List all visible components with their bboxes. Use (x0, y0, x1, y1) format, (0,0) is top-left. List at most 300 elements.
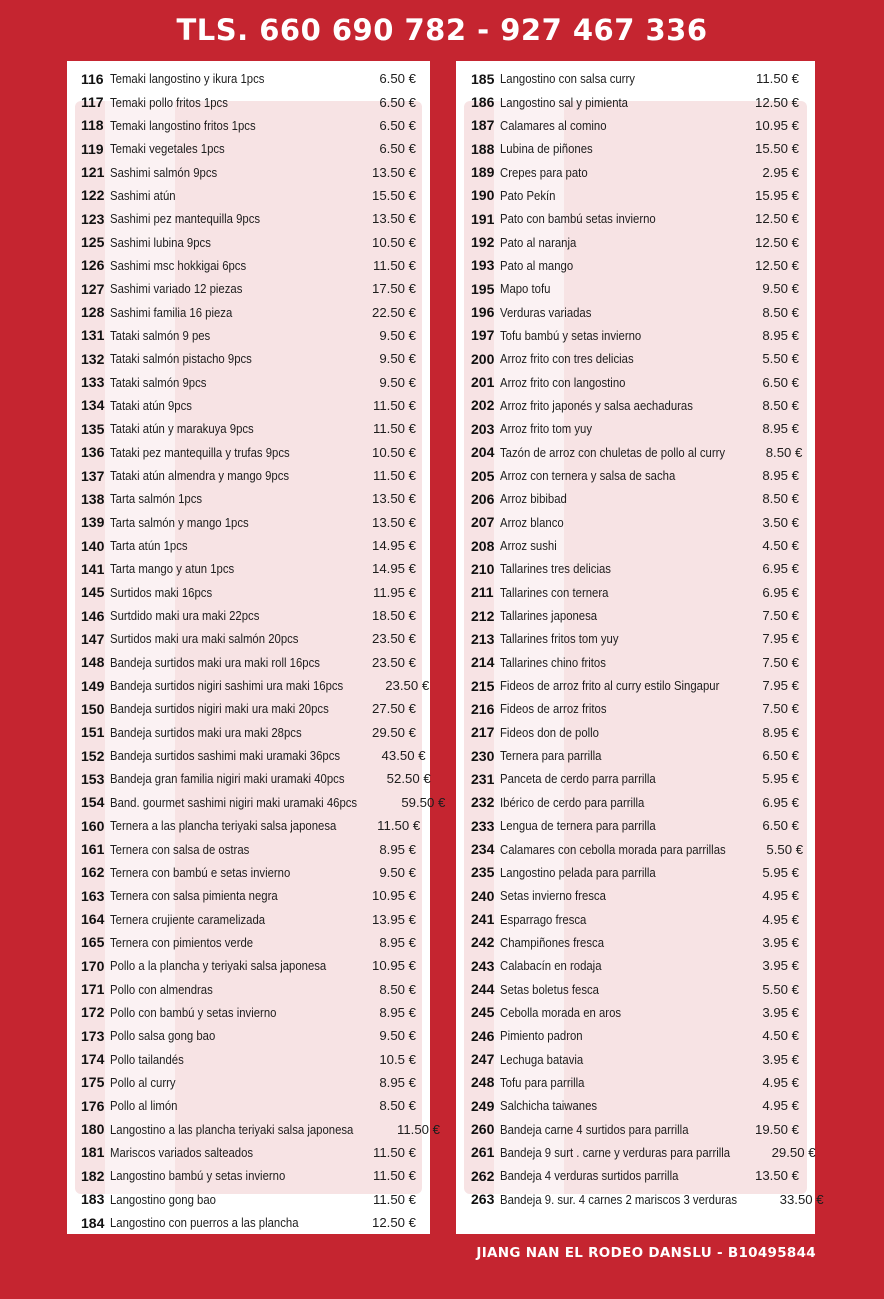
item-price: 11.50 € (377, 818, 421, 834)
item-number: 208 (471, 537, 495, 554)
item-price: 9.50 € (762, 281, 799, 297)
menu-list-right (456, 67, 824, 1211)
item-price: 11.50 € (372, 1144, 416, 1160)
menu-item (456, 557, 815, 580)
item-number: 160 (81, 817, 105, 834)
item-name: Ibérico de cerdo para parrilla (500, 794, 645, 810)
item-name: Bandeja surtidos maki ura maki 28pcs (110, 724, 302, 740)
item-name: Tallarines chino fritos (500, 654, 606, 670)
item-name: Sashimi variado 12 piezas (110, 281, 243, 297)
item-price: 3.95 € (762, 1004, 799, 1020)
menu-item (67, 1117, 441, 1140)
item-number: 241 (471, 911, 495, 928)
menu-item (456, 581, 815, 604)
item-number: 133 (81, 374, 105, 391)
item-price: 4.95 € (762, 888, 799, 904)
item-price: 23.50 € (385, 678, 430, 694)
item-name: Bandeja 4 verduras surtidos parrilla (500, 1168, 679, 1184)
item-price: 9.50 € (379, 864, 416, 880)
item-name: Ternera con salsa de ostras (110, 841, 250, 857)
menu-panel-right (456, 61, 824, 1234)
item-number: 188 (471, 140, 495, 157)
item-name: Langostino con puerros a las plancha (110, 1215, 299, 1231)
item-price: 7.50 € (762, 701, 799, 717)
item-number: 128 (81, 304, 105, 321)
item-name: Tataki atún almendra y mango 9pcs (110, 468, 290, 484)
menu-item (67, 744, 430, 767)
item-price: 15.95 € (755, 187, 799, 203)
item-name: Pato al mango (500, 257, 574, 273)
item-number: 240 (471, 887, 495, 904)
menu-item (67, 207, 430, 230)
item-name: Surtdido maki ura maki 22pcs (110, 608, 260, 624)
item-name: Temaki pollo fritos 1pcs (110, 94, 228, 110)
item-name: Tataki salmón 9 pes (110, 327, 211, 343)
item-price: 7.50 € (762, 654, 799, 670)
menu-item (456, 721, 815, 744)
menu-item (456, 954, 815, 977)
item-number: 153 (81, 770, 105, 787)
item-price: 9.50 € (379, 327, 416, 343)
item-number: 146 (81, 607, 105, 624)
menu-item (67, 1188, 430, 1211)
item-price: 4.95 € (762, 1074, 799, 1090)
item-number: 176 (81, 1097, 105, 1114)
item-name: Bandeja surtidos nigiri sashimi ura maki 16pcs (110, 678, 344, 694)
item-price: 29.50 € (372, 724, 416, 740)
item-number: 180 (81, 1121, 105, 1138)
item-name: Panceta de cerdo parra parrilla (500, 771, 656, 787)
item-name: Tataki pez mantequilla y trufas 9pcs (110, 444, 290, 460)
menu-item (456, 347, 815, 370)
menu-item (456, 464, 815, 487)
menu-item (67, 697, 430, 720)
item-price: 8.50 € (762, 304, 799, 320)
menu-item (67, 1141, 430, 1164)
menu-item (67, 651, 430, 674)
item-price: 9.50 € (379, 374, 416, 390)
item-number: 149 (81, 677, 105, 694)
item-price: 9.50 € (379, 351, 416, 367)
item-number: 172 (81, 1004, 105, 1021)
item-price: 13.50 € (372, 514, 416, 530)
menu-item (456, 1164, 815, 1187)
menu-item (67, 884, 430, 907)
item-price: 5.50 € (762, 351, 799, 367)
item-number: 170 (81, 957, 105, 974)
item-name: Arroz bibibad (500, 491, 567, 507)
menu-item (456, 254, 815, 277)
item-number: 184 (81, 1214, 105, 1231)
menu-item (456, 674, 815, 697)
item-number: 132 (81, 350, 105, 367)
item-price: 33.50 € (779, 1191, 824, 1207)
item-price: 10.5 € (379, 1051, 416, 1067)
item-name: Tallarines japonesa (500, 608, 598, 624)
menu-item (67, 1071, 430, 1094)
item-name: Temaki langostino fritos 1pcs (110, 117, 256, 133)
item-name: Pato al naranja (500, 234, 577, 250)
item-name: Fideos de arroz fritos (500, 701, 607, 717)
item-price: 11.50 € (396, 1121, 441, 1137)
menu-item (67, 184, 430, 207)
item-name: Calamares al comino (500, 117, 607, 133)
menu-item (456, 441, 815, 464)
menu-item (456, 791, 815, 814)
item-price: 29.50 € (771, 1144, 816, 1160)
item-number: 203 (471, 420, 495, 437)
item-number: 193 (471, 257, 495, 274)
item-number: 189 (471, 164, 495, 181)
item-price: 6.95 € (762, 584, 799, 600)
item-price: 43.50 € (381, 748, 426, 764)
menu-item (456, 977, 815, 1000)
item-number: 171 (81, 981, 105, 998)
item-name: Pollo a la plancha y teriyaki salsa japonesa (110, 958, 327, 974)
item-price: 8.95 € (762, 421, 799, 437)
item-name: Band. gourmet sashimi nigiri maki uramaki 46pcs (110, 794, 358, 810)
item-number: 163 (81, 887, 105, 904)
item-number: 195 (471, 280, 495, 297)
item-number: 217 (471, 724, 495, 741)
item-name: Ternera a las plancha teriyaki salsa japonesa (110, 818, 337, 834)
item-name: Pato Pekín (500, 187, 556, 203)
item-price: 4.95 € (762, 911, 799, 927)
item-price: 13.95 € (372, 911, 416, 927)
restaurant-footer: JIANG NAN EL RODEO DANSLU - B10495844 (476, 1245, 816, 1261)
item-number: 197 (471, 327, 495, 344)
item-name: Pollo tailandés (110, 1051, 184, 1067)
menu-item (456, 417, 815, 440)
menu-item (67, 627, 430, 650)
item-price: 23.50 € (372, 654, 416, 670)
item-name: Arroz con ternera y salsa de sacha (500, 468, 676, 484)
item-price: 10.50 € (372, 234, 416, 250)
item-price: 23.50 € (372, 631, 416, 647)
menu-item (67, 1211, 430, 1234)
item-number: 190 (471, 187, 495, 204)
item-price: 7.95 € (762, 631, 799, 647)
item-number: 235 (471, 864, 495, 881)
item-number: 150 (81, 700, 105, 717)
item-number: 233 (471, 817, 495, 834)
item-price: 7.50 € (762, 608, 799, 624)
menu-item (67, 90, 430, 113)
menu-item (456, 651, 815, 674)
menu-item (456, 604, 815, 627)
menu-item (67, 604, 430, 627)
item-number: 174 (81, 1051, 105, 1068)
menu-item (456, 114, 815, 137)
menu-item (67, 67, 430, 90)
item-price: 6.95 € (762, 561, 799, 577)
menu-item (67, 674, 430, 697)
item-price: 6.95 € (762, 794, 799, 810)
item-name: Temaki langostino y ikura 1pcs (110, 71, 265, 87)
item-name: Mapo tofu (500, 281, 551, 297)
item-number: 206 (471, 490, 495, 507)
item-name: Fideos de arroz frito al curry estilo Singapur (500, 678, 720, 694)
menu-item (456, 767, 815, 790)
menu-item (67, 300, 430, 323)
item-number: 152 (81, 747, 105, 764)
item-name: Tarta salmón y mango 1pcs (110, 514, 249, 530)
item-name: Champiñones fresca (500, 934, 605, 950)
item-name: Langostino gong bao (110, 1191, 216, 1207)
menu-item (456, 137, 815, 160)
item-number: 140 (81, 537, 105, 554)
menu-item (67, 1024, 430, 1047)
item-number: 245 (471, 1004, 495, 1021)
item-number: 162 (81, 864, 105, 881)
item-price: 14.95 € (372, 538, 416, 554)
item-number: 121 (81, 164, 105, 181)
item-number: 173 (81, 1027, 105, 1044)
item-number: 164 (81, 911, 105, 928)
item-name: Langostino sal y pimienta (500, 94, 628, 110)
item-number: 138 (81, 490, 105, 507)
item-number: 196 (471, 304, 495, 321)
item-price: 4.95 € (762, 1098, 799, 1114)
item-price: 12.50 € (755, 94, 799, 110)
menu-item (67, 1164, 430, 1187)
item-price: 6.50 € (762, 374, 799, 390)
item-price: 8.95 € (762, 468, 799, 484)
item-price: 8.95 € (379, 1074, 416, 1090)
item-name: Pollo al limón (110, 1098, 178, 1114)
item-number: 122 (81, 187, 105, 204)
item-name: Bandeja carne 4 surtidos para parrilla (500, 1121, 689, 1137)
menu-item (67, 581, 430, 604)
menu-item (67, 861, 430, 884)
item-name: Arroz frito tom yuy (500, 421, 593, 437)
item-number: 248 (471, 1074, 495, 1091)
item-price: 12.50 € (755, 257, 799, 273)
item-number: 117 (81, 94, 104, 111)
menu-item (456, 907, 815, 930)
item-price: 10.50 € (372, 444, 416, 460)
item-number: 262 (471, 1167, 495, 1184)
item-price: 6.50 € (379, 117, 416, 133)
menu-item (67, 487, 430, 510)
item-name: Surtidos maki 16pcs (110, 584, 213, 600)
menu-item (67, 511, 430, 534)
item-name: Ternera para parrilla (500, 748, 602, 764)
item-price: 12.50 € (755, 234, 799, 250)
item-price: 5.50 € (766, 841, 804, 857)
menu-item (456, 184, 815, 207)
item-name: Surtidos maki ura maki salmón 20pcs (110, 631, 299, 647)
menu-item (67, 977, 430, 1000)
item-name: Setas invierno fresca (500, 888, 606, 904)
item-name: Tarta salmón 1pcs (110, 491, 203, 507)
menu-item (67, 1001, 430, 1024)
menu-item (456, 1047, 815, 1070)
item-name: Ternera con pimientos verde (110, 934, 254, 950)
item-price: 8.95 € (379, 934, 416, 950)
item-number: 125 (81, 234, 105, 251)
item-price: 12.50 € (372, 1215, 416, 1231)
item-number: 210 (471, 560, 495, 577)
item-name: Tarta atún 1pcs (110, 538, 188, 554)
item-name: Sashimi pez mantequilla 9pcs (110, 211, 261, 227)
item-name: Salchicha taiwanes (500, 1098, 598, 1114)
item-number: 136 (81, 444, 105, 461)
item-number: 139 (81, 514, 105, 531)
item-name: Lengua de ternera para parrilla (500, 818, 656, 834)
menu-item (456, 324, 815, 347)
item-number: 202 (471, 397, 495, 414)
menu-item (456, 1094, 815, 1117)
menu-item (456, 1024, 815, 1047)
item-number: 134 (81, 397, 105, 414)
item-price: 3.95 € (762, 958, 799, 974)
menu-item (456, 230, 815, 253)
item-name: Bandeja 9. sur. 4 carnes 2 mariscos 3 verduras (500, 1191, 738, 1207)
item-number: 141 (81, 560, 105, 577)
item-number: 214 (471, 654, 495, 671)
menu-item (456, 627, 815, 650)
item-number: 186 (471, 94, 495, 111)
item-price: 14.95 € (372, 561, 416, 577)
item-number: 181 (81, 1144, 105, 1161)
menu-item (67, 791, 446, 814)
item-price: 22.50 € (372, 304, 416, 320)
item-name: Arroz frito con langostino (500, 374, 626, 390)
menu-item (67, 370, 430, 393)
item-number: 116 (81, 70, 104, 87)
item-name: Arroz frito con tres delicias (500, 351, 634, 367)
item-price: 5.95 € (762, 771, 799, 787)
menu-item (67, 814, 430, 837)
item-price: 3.95 € (762, 1051, 799, 1067)
item-price: 7.95 € (762, 678, 799, 694)
item-price: 27.50 € (372, 701, 416, 717)
menu-item (456, 300, 815, 323)
menu-item (456, 814, 815, 837)
item-name: Sashimi salmón 9pcs (110, 164, 218, 180)
item-name: Cebolla morada en aros (500, 1004, 622, 1020)
item-name: Ternera crujiente caramelizada (110, 911, 266, 927)
menu-item (456, 861, 815, 884)
item-number: 131 (81, 327, 105, 344)
item-name: Arroz blanco (500, 514, 564, 530)
item-price: 10.95 € (755, 117, 799, 133)
item-name: Tofu para parrilla (500, 1074, 585, 1090)
item-name: Bandeja gran familia nigiri maki uramaki 40pcs (110, 771, 345, 787)
item-price: 8.95 € (379, 841, 416, 857)
item-price: 5.95 € (762, 864, 799, 880)
menu-item (67, 417, 430, 440)
item-name: Ternera con bambú e setas invierno (110, 864, 291, 880)
item-name: Mariscos variados salteados (110, 1144, 254, 1160)
item-number: 192 (471, 234, 495, 251)
item-price: 8.50 € (379, 981, 416, 997)
menu-item (67, 347, 430, 370)
item-name: Sashimi atún (110, 187, 176, 203)
item-name: Pollo con bambú y setas invierno (110, 1004, 277, 1020)
menu-item (456, 1001, 815, 1024)
item-number: 261 (471, 1144, 495, 1161)
item-number: 185 (471, 70, 495, 87)
item-number: 119 (81, 140, 104, 157)
item-price: 9.50 € (379, 1028, 416, 1044)
menu-item (67, 907, 430, 930)
item-price: 8.95 € (762, 724, 799, 740)
item-number: 187 (471, 117, 495, 134)
menu-item (67, 277, 430, 300)
item-number: 200 (471, 350, 495, 367)
item-name: Pimiento padron (500, 1028, 583, 1044)
item-name: Fideos don de pollo (500, 724, 599, 740)
item-price: 13.50 € (372, 211, 416, 227)
item-price: 13.50 € (755, 1168, 799, 1184)
item-number: 175 (81, 1074, 105, 1091)
item-number: 148 (81, 654, 105, 671)
item-price: 4.50 € (762, 538, 799, 554)
item-price: 11.50 € (372, 1191, 416, 1207)
menu-item (67, 137, 430, 160)
item-name: Bandeja surtidos nigiri maki ura maki 20pcs (110, 701, 329, 717)
item-price: 5.50 € (762, 981, 799, 997)
item-name: Pato con bambú setas invierno (500, 211, 656, 227)
menu-item (67, 1094, 430, 1117)
item-price: 8.50 € (379, 1098, 416, 1114)
item-number: 137 (81, 467, 105, 484)
item-number: 165 (81, 934, 105, 951)
item-name: Langostino bambú y setas invierno (110, 1168, 286, 1184)
item-number: 234 (471, 841, 495, 858)
menu-item (67, 534, 430, 557)
item-number: 247 (471, 1051, 495, 1068)
item-price: 17.50 € (372, 281, 416, 297)
item-price: 6.50 € (762, 748, 799, 764)
item-name: Tallarines fritos tom yuy (500, 631, 619, 647)
item-price: 12.50 € (755, 211, 799, 227)
menu-item (456, 931, 815, 954)
menu-item (456, 1141, 815, 1164)
menu-item (67, 230, 430, 253)
item-name: Sashimi familia 16 pieza (110, 304, 233, 320)
menu-item (67, 441, 430, 464)
item-name: Tazón de arroz con chuletas de pollo al curry (500, 444, 726, 460)
item-number: 212 (471, 607, 495, 624)
item-name: Tataki atún 9pcs (110, 397, 192, 413)
item-price: 10.95 € (372, 958, 416, 974)
menu-item (67, 394, 430, 417)
item-number: 147 (81, 630, 105, 647)
item-price: 4.50 € (762, 1028, 799, 1044)
menu-item (456, 207, 815, 230)
menu-item (67, 837, 430, 860)
item-name: Tallarines tres delicias (500, 561, 611, 577)
item-name: Calamares con cebolla morada para parrillas (500, 841, 726, 857)
item-name: Langostino pelada para parrilla (500, 864, 656, 880)
item-number: 231 (471, 770, 495, 787)
item-number: 204 (471, 444, 495, 461)
item-number: 135 (81, 420, 105, 437)
menu-item (456, 277, 815, 300)
item-name: Langostino a las plancha teriyaki salsa japonesa (110, 1121, 354, 1137)
menu-item (67, 464, 430, 487)
item-price: 52.50 € (386, 771, 431, 787)
item-price: 15.50 € (755, 141, 799, 157)
menu-item (67, 721, 430, 744)
item-name: Ternera con salsa pimienta negra (110, 888, 278, 904)
menu-item (456, 160, 815, 183)
item-price: 15.50 € (372, 187, 416, 203)
item-name: Calabacín en rodaja (500, 958, 602, 974)
